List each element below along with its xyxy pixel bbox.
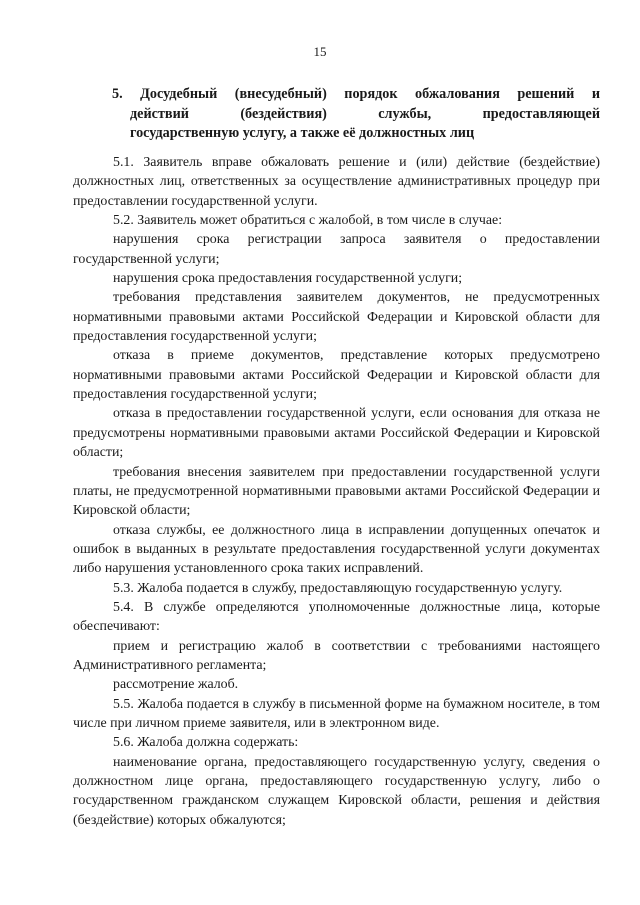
list-item: отказа службы, ее должностного лица в исправлении допущенных опечаток и ошибок в выданных в результате предоставления государственной услуги документах либо нарушения установленного срока таких исправлений.	[73, 522, 600, 577]
section-heading-line: 5. Досудебный (внесудебный) порядок обжалования решений и	[112, 86, 600, 102]
section-heading-line: государственную услугу, а также её должностных лиц	[130, 125, 475, 141]
paragraph-5-6: 5.6. Жалоба должна содержать:	[113, 735, 299, 751]
section-heading	[78, 85, 600, 144]
list-item: отказа в приеме документов, представление которых предусмотрено нормативными правовыми актами Российской Федерации и Кировской области для предоставления государственной услуги;	[73, 348, 600, 403]
list-item: требования внесения заявителем при предоставлении государственной услуги платы, не предусмотренной нормативными правовыми актами Российской Федерации и Кировской области;	[73, 464, 600, 519]
paragraph-5-2: 5.2. Заявитель может обратиться с жалобой, в том числе в случае:	[113, 213, 503, 229]
document-body	[73, 153, 600, 830]
paragraph-5-4: 5.4. В службе определяются уполномоченные должностные лица, которые обеспечивают:	[73, 599, 600, 635]
list-item: рассмотрение жалоб.	[113, 677, 239, 693]
paragraph-5-3: 5.3. Жалоба подается в службу, предоставляющую государственную услугу.	[113, 580, 563, 596]
list-item: нарушения срока регистрации запроса заявителя о предоставлении государственной услуги;	[73, 232, 600, 267]
list-item: требования представления заявителем документов, не предусмотренных нормативными правовыми актами Российской Федерации и Кировской области для предоставления государственной услуги;	[73, 290, 600, 345]
list-item: отказа в предоставлении государственной услуги, если основания для отказа не предусмотрены нормативными правовыми актами Российской Федерации и Кировской области;	[73, 406, 600, 461]
list-item: прием и регистрацию жалоб в соответствии с требованиями настоящего Административного регламента;	[73, 638, 600, 673]
list-item: нарушения срока предоставления государственной услуги;	[113, 271, 463, 287]
page-number: 15	[313, 44, 327, 59]
paragraph-5-1: 5.1. Заявитель вправе обжаловать решение и (или) действие (бездействие) должностных лиц, ответственных за осуществление административных процедур при предоставлении государственной услуги.	[73, 155, 600, 209]
list-item: наименование органа, предоставляющего государственную услугу, сведения о должностном лице органа, предоставляющего государственную услугу, либо о государственном гражданском служащем Кировской области, решения и действия (бездействие) которых обжалуются;	[73, 754, 600, 828]
section-heading-line: действий (бездействия) службы, предоставляющей	[130, 105, 600, 122]
paragraph-5-5: 5.5. Жалоба подается в службу в письменной форме на бумажном носителе, в том числе при личном приеме заявителя, или в электронном виде.	[73, 696, 600, 731]
